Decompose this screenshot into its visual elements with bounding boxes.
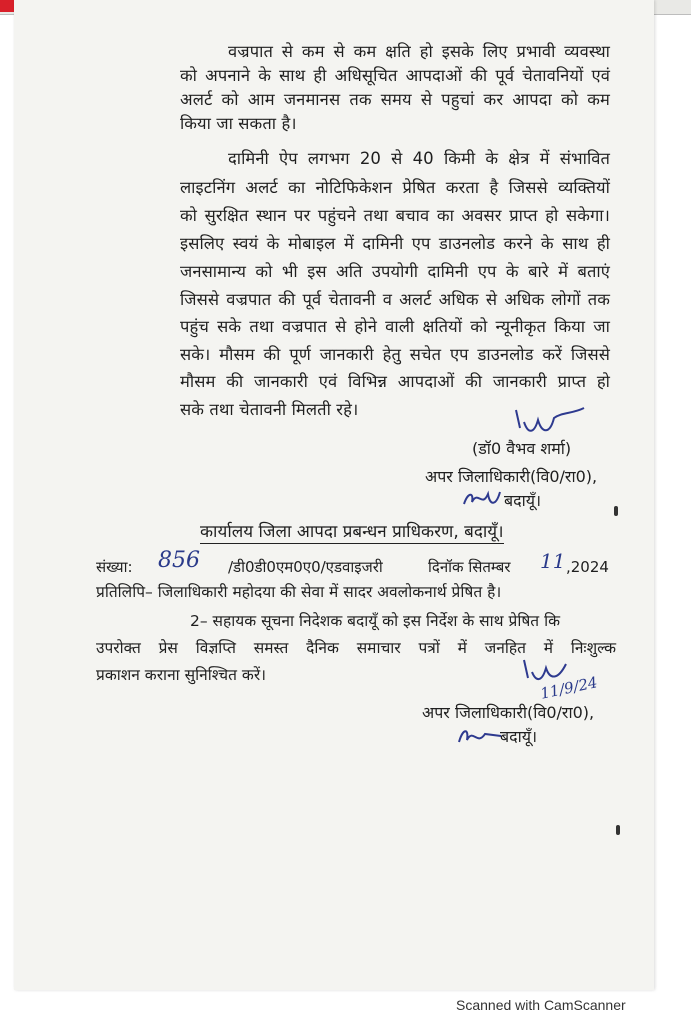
signature-2-initials — [455, 722, 505, 748]
para2-line: दामिनी ऐप लगभग 20 से 40 किमी के क्षेत्र में संभावित — [228, 149, 610, 168]
scan-mark — [614, 506, 618, 516]
para2-line: लाइटनिंग अलर्ट का नोटिफिकेशन प्रेषित करता है जिससे व्यक्तियों — [180, 178, 610, 197]
para2-line: मौसम की जानकारी एवं विभिन्न आपदाओं की जानकारी प्राप्त हो — [180, 372, 610, 391]
signature-1-initials — [460, 486, 504, 512]
signatory-designation: अपर जिलाधिकारी(वि0/रा0), — [425, 467, 598, 486]
reference-number-handwritten: 856 — [158, 548, 200, 573]
para1-line: को अपनाने के साथ ही अधिसूचित आपदाओं की पूर्व चेतावनियों एवं — [180, 66, 610, 85]
para2-line: पहुंच सके तथा वज्रपात से होने वाली क्षतियों को न्यूनीकृत किया जा — [180, 317, 610, 336]
office-heading: कार्यालय जिला आपदा प्रबन्धन प्राधिकरण, बदायूँ। — [200, 522, 504, 542]
para1-line: किया जा सकता है। — [180, 114, 297, 133]
signature-2-date-handwritten: 11/9/24 — [538, 673, 600, 703]
copy-line-2: 2– सहायक सूचना निदेशक बदायूँ को इस निर्देश के साथ प्रेषित कि — [190, 612, 560, 630]
reference-year: ,2024 — [566, 558, 609, 576]
copy-line-1: प्रतिलिपि– जिलाधिकारी महोदया की सेवा में सादर अवलोकनार्थ प्रेषित है। — [96, 583, 502, 601]
signatory-name: (डॉ0 वैभव शर्मा) — [472, 439, 572, 458]
para1-line: वज्रपात से कम से कम क्षति हो इसके लिए प्रभावी व्यवस्था — [228, 42, 610, 61]
para2-line: सके। मौसम की पूर्ण जानकारी हेतु सचेत एप डाउनलोड करें जिससे — [180, 345, 610, 364]
signature-1-scribble — [510, 404, 590, 440]
signatory-place: बदायूँ। — [504, 491, 542, 510]
para2-line: सके तथा चेतावनी मिलती रहे। — [180, 400, 359, 419]
scan-mark — [616, 825, 620, 835]
copy-line-3: उपरोक्त प्रेस विज्ञप्ति समस्त दैनिक समाचार पत्रों में जनहित में निःशुल्क — [96, 639, 616, 657]
reference-code: /डी0डी0एम0ए0/एडवाइजरी — [228, 558, 383, 576]
para2-line: जिससे वज्रपात की पूर्व चेतावनी व अलर्ट अधिक से अधिक लोगों तक — [180, 290, 610, 309]
reference-label: संख्या: — [96, 558, 133, 576]
scanner-watermark: Scanned with CamScanner — [456, 997, 626, 1013]
para2-line: जनसामान्य को भी इस अति उपयोगी दामिनी एप के बारे में बताएं — [180, 262, 610, 281]
reference-date-label: दिनॉक सितम्बर — [428, 558, 511, 576]
signatory-2-designation: अपर जिलाधिकारी(वि0/रा0), — [422, 703, 595, 722]
para1-line: अलर्ट को आम जनमानस तक समय से पहुचां कर आपदा को कम — [180, 90, 610, 109]
para2-line: को सुरक्षित स्थान पर पहुंचने तथा बचाव का अवसर प्राप्त हो सकेगा। — [180, 206, 610, 225]
signatory-2-place: बदायूँ। — [500, 727, 538, 746]
reference-day-handwritten: 11 — [540, 549, 566, 573]
copy-line-4: प्रकाशन कराना सुनिश्चित करें। — [96, 666, 267, 684]
para2-line: इसलिए स्वयं के मोबाइल में दामिनी एप डाउनलोड करने के साथ ही — [180, 234, 610, 253]
